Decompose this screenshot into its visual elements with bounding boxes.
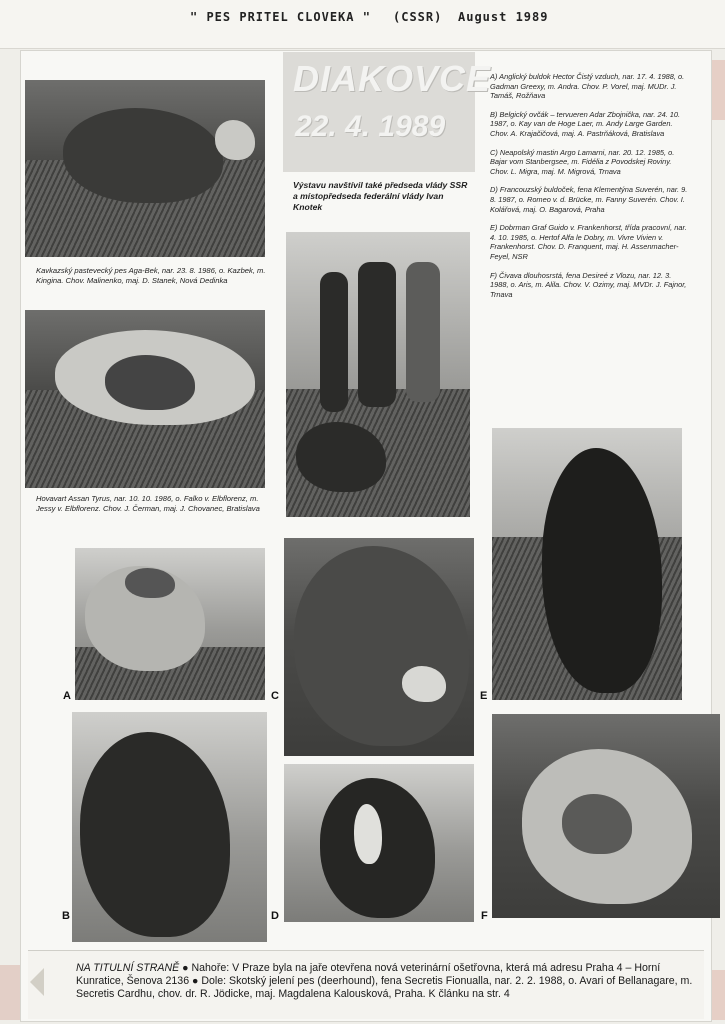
- banner-date: 22. 4. 1989: [295, 110, 446, 143]
- issue-date: August 1989: [458, 10, 549, 24]
- dog-silhouette: [542, 448, 662, 693]
- edge-decoration: [0, 965, 20, 1020]
- magazine-title: " PES PRITEL CLOVEKA ": [190, 10, 371, 24]
- cover-note-lead: NA TITULNÍ STRANĚ: [76, 962, 180, 974]
- chihuahua-photo: [492, 714, 720, 918]
- tervueren-photo: [72, 712, 267, 942]
- dobermann-photo: [492, 428, 682, 700]
- description-d: D) Francouzský buldoček, fena Klementýna Suverén, nar. 9. 8. 1987, o. Romeo v. d. Brücke, m. Fanny Suverén. Chov. I. Kolářová, maj. O. Bagarová, Praha: [490, 185, 688, 214]
- dog-silhouette: [294, 546, 469, 746]
- description-f: F) Čivava dlouhosrstá, fena Desireé z Vlozu, nar. 12. 3. 1988, o. Aris, m. Alila. Chov. V. Ozimy, maj. MVDr. J. Fajnor, Trnava: [490, 270, 687, 299]
- arrow-icon: [30, 968, 44, 996]
- hovawart-photo: [25, 310, 265, 488]
- french-bulldog-photo: [284, 764, 474, 922]
- edge-decoration: [710, 970, 725, 1020]
- dog-silhouette: [80, 732, 230, 937]
- page-header: [0, 0, 725, 49]
- person-silhouette: [406, 262, 440, 402]
- show-banner: [283, 52, 492, 172]
- dog-descriptions: [490, 72, 690, 308]
- person-silhouette: [358, 262, 396, 407]
- description-e: E) Dobrman Graf Guido v. Frankenhorst, třída pracovní, nar. 4. 10. 1985, o. Hertof Alfa le Dobry, m. Vivre Vivien v. Frankenhorst. Chov. D. Franquent, maj. H. Assenmacher-Feyel, NSR: [490, 223, 687, 261]
- label-f: F: [481, 910, 488, 922]
- dog-tongue: [402, 666, 446, 702]
- banner-title: DIAKOVCE: [293, 58, 492, 99]
- cover-note-text: ● Nahoře: V Praze byla na jaře otevřena nová veterinární ošetřovna, která má adresu Praha 4 – Horní Kunratice, Šenova 2136 ● Dole: Skotský jelení pes (deerhound), fena Secretis Fionualla, nar. 2. 2. 1988, o. Avari of Bellanagare, m. Secretis Cardhu, chov. dr. R. Jödicke, maj. Magdalena Kalousková, Praha. K článku na str. 4: [76, 962, 693, 1000]
- dog-markings: [125, 568, 175, 598]
- officials-group-photo: [286, 232, 470, 517]
- visit-caption: Výstavu navštívil také předseda vlády SSR a místopředseda federální vlády Ivan Knotek: [293, 180, 468, 212]
- description-c: C) Neapolský mastin Argo Lamarni, nar. 20. 12. 1985, o. Bajar vom Stanbergsee, m. Fidélia z Povodskej Roviny. Chov. L. Migra, maj. M. Migrová, Trnava: [490, 147, 675, 176]
- caucasian-caption: Kavkazský pastevecký pes Aga-Bek, nar. 23. 8. 1986, o. Kazbek, m. Kingina. Chov. Malinenko, maj. D. Stanek, Nová Dedinka: [36, 266, 266, 285]
- neapolitan-mastiff-photo: [284, 538, 474, 756]
- caucasian-shepherd-photo: [25, 80, 265, 257]
- hovawart-caption: Hovavart Assan Tyrus, nar. 10. 10. 1986, o. Falko v. Elbflorenz, m. Jessy v. Elbflorenz. Chov. J. Čerman, maj. J. Chovanec, Bratislava: [36, 494, 260, 513]
- edge-decoration: [710, 60, 725, 120]
- description-a: A) Anglický buldok Hector Čistý vzduch, nar. 17. 4. 1988, o. Gadman Greexy, m. Andra. Chov. P. Vorel, maj. MUDr. J. Tamáš, Rožňava: [490, 72, 685, 101]
- person-silhouette: [320, 272, 348, 412]
- description-b: B) Belgický ovčák – tervueren Adar Zbojnička, nar. 24. 10. 1987, o. Kay van de Hoge Laer, m. Andy Large Garden. Chov. A. Krajačičová, maj. A. Pastrňáková, Bratislava: [490, 109, 681, 138]
- label-c: C: [271, 690, 279, 702]
- label-b: B: [62, 910, 70, 922]
- dog-silhouette: [63, 108, 223, 203]
- country-label: (CSSR): [393, 10, 443, 24]
- label-a: A: [63, 690, 71, 702]
- label-d: D: [271, 910, 279, 922]
- dog-tail: [215, 120, 255, 160]
- english-bulldog-photo: [75, 548, 265, 700]
- cover-note: [76, 962, 696, 1001]
- label-e: E: [480, 690, 488, 702]
